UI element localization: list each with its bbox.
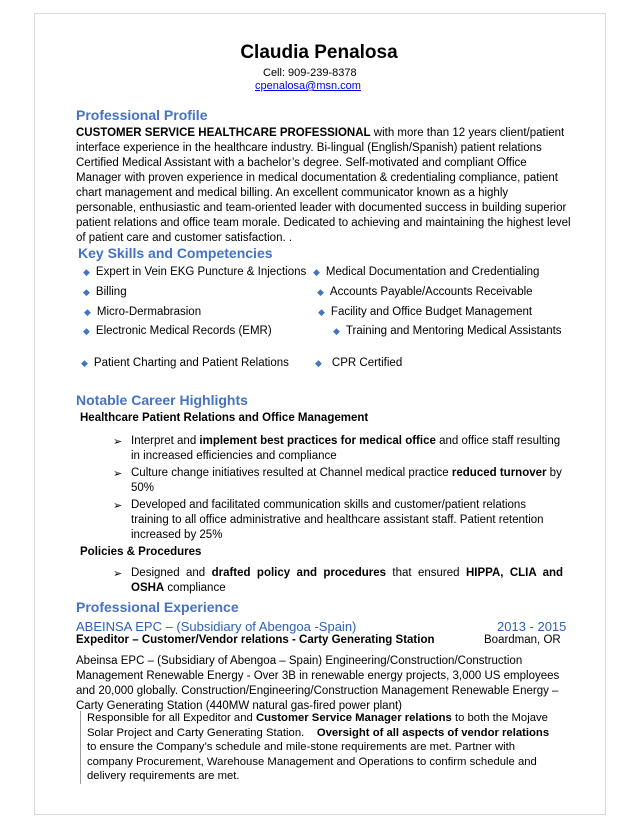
- diamond-bullet-icon: ◆: [315, 358, 322, 368]
- section-heading-profile: Professional Profile: [76, 107, 208, 123]
- skill-item: ◆ Billing: [83, 286, 127, 298]
- subheading-patient-relations: Healthcare Patient Relations and Office Management: [80, 412, 369, 424]
- profile-paragraph: [76, 126, 576, 246]
- candidate-name: Claudia Penalosa: [240, 42, 398, 63]
- skill-item: ◆ Medical Documentation and Credentialing: [313, 266, 540, 278]
- profile-line-1: CUSTOMER SERVICE HEALTHCARE PROFESSIONAL with more than 12 years client/patient: [76, 127, 565, 139]
- skill-item: ◆ Accounts Payable/Accounts Receivable: [317, 286, 533, 298]
- company-name: ABEINSA EPC – (Subsidiary of Abengoa -Spain): [76, 619, 357, 634]
- subheading-policies: Policies & Procedures: [80, 546, 202, 558]
- skill-item: ◆ Patient Charting and Patient Relations: [81, 357, 289, 369]
- profile-line-8: of patient care and customer satisfaction. .: [76, 232, 293, 244]
- job-title: Expeditor – Customer/Vendor relations - Carty Generating Station: [76, 634, 435, 646]
- diamond-bullet-icon: ◆: [313, 267, 320, 277]
- highlight-bullet: Interpret and implement best practices for medical office and office staff resulting in increased efficiencies and compliance: [131, 435, 561, 462]
- diamond-bullet-icon: ◆: [81, 358, 88, 368]
- profile-line-2: interface experience in the healthcare industry. Bi-lingual (English/Spanish) patient relations: [76, 142, 542, 154]
- skill-item: ◆ Electronic Medical Records (EMR): [83, 325, 272, 337]
- profile-line-4: Manager with proven experience in medical documentation & credentialing compliance, patient: [76, 172, 559, 184]
- cell-phone: Cell: 909-239-8378: [263, 67, 357, 79]
- section-heading-highlights: Notable Career Highlights: [76, 392, 248, 408]
- profile-line-3: Certified Medical Assistant with a bachelor’s degree. Self-motivated and compliant Office: [76, 157, 527, 169]
- diamond-bullet-icon: ◆: [318, 307, 325, 317]
- profile-line-5: chart management and medical billing. An excellent communicator known as a highly: [76, 187, 509, 199]
- diamond-bullet-icon: ◆: [317, 287, 324, 297]
- profile-line-7: patient relations and office team morale. Dedicated to achieving and maintaining the highest level: [76, 217, 571, 229]
- arrow-bullet-icon: ➢: [113, 468, 123, 480]
- company-description: Abeinsa EPC – (Subsidiary of Abengoa – Spain) Engineering/Construction/Construction Management Renewable Energy - Over 3B in renewable energy projects, 3,000 US employees and 20,000 globally. Construction/Engineering/Construction Management Renewable Energy – Carty Generating Station (440MW natural gas-fired power plant): [76, 655, 560, 712]
- email-link[interactable]: cpenalosa@msn.com: [255, 80, 361, 92]
- skill-item: ◆ Expert in Vein EKG Puncture & Injections: [83, 266, 307, 278]
- arrow-bullet-icon: ➢: [113, 436, 123, 448]
- arrow-bullet-icon: ➢: [113, 568, 123, 580]
- skill-item: ◆ Facility and Office Budget Management: [318, 306, 533, 318]
- highlight-bullet: Developed and facilitated communication skills and customer/patient relations training to all office administrative and healthcare assistant staff. Patient retention increased by 25%: [131, 499, 544, 541]
- arrow-bullet-icon: ➢: [113, 500, 123, 512]
- skill-item: ◆ Micro-Dermabrasion: [84, 306, 202, 318]
- profile-line-6: personable, enthusiastic and team-oriented leader with documented success in building superior: [76, 202, 567, 214]
- skill-item: ◆ Training and Mentoring Medical Assistants: [333, 325, 562, 337]
- section-heading-skills: Key Skills and Competencies: [78, 245, 273, 261]
- job-location: Boardman, OR: [484, 634, 561, 646]
- diamond-bullet-icon: ◆: [83, 326, 90, 336]
- profile-lead: CUSTOMER SERVICE HEALTHCARE PROFESSIONAL: [76, 127, 371, 139]
- skill-item: ◆ CPR Certified: [315, 357, 403, 369]
- employment-dates: 2013 - 2015: [497, 619, 567, 634]
- diamond-bullet-icon: ◆: [84, 307, 91, 317]
- responsibilities-block: Responsible for all Expeditor and Customer Service Manager relations to both the Mojave Solar Project and Carty Generating Station. Oversight of all aspects of vendor relations to ensure the Company’s schedule and mile-stone requirements are met. Partner with company Procurement, Warehouse Management and Operations to confirm schedule and delivery requirements are met.: [80, 711, 572, 784]
- diamond-bullet-icon: ◆: [333, 326, 340, 336]
- section-heading-experience: Professional Experience: [76, 599, 239, 615]
- diamond-bullet-icon: ◆: [83, 287, 90, 297]
- diamond-bullet-icon: ◆: [83, 267, 90, 277]
- highlight-bullet: Designed and drafted policy and procedures that ensured HIPPA, CLIA and OSHA compliance: [131, 567, 564, 594]
- highlight-bullet: Culture change initiatives resulted at Channel medical practice reduced turnover by 50%: [131, 467, 562, 494]
